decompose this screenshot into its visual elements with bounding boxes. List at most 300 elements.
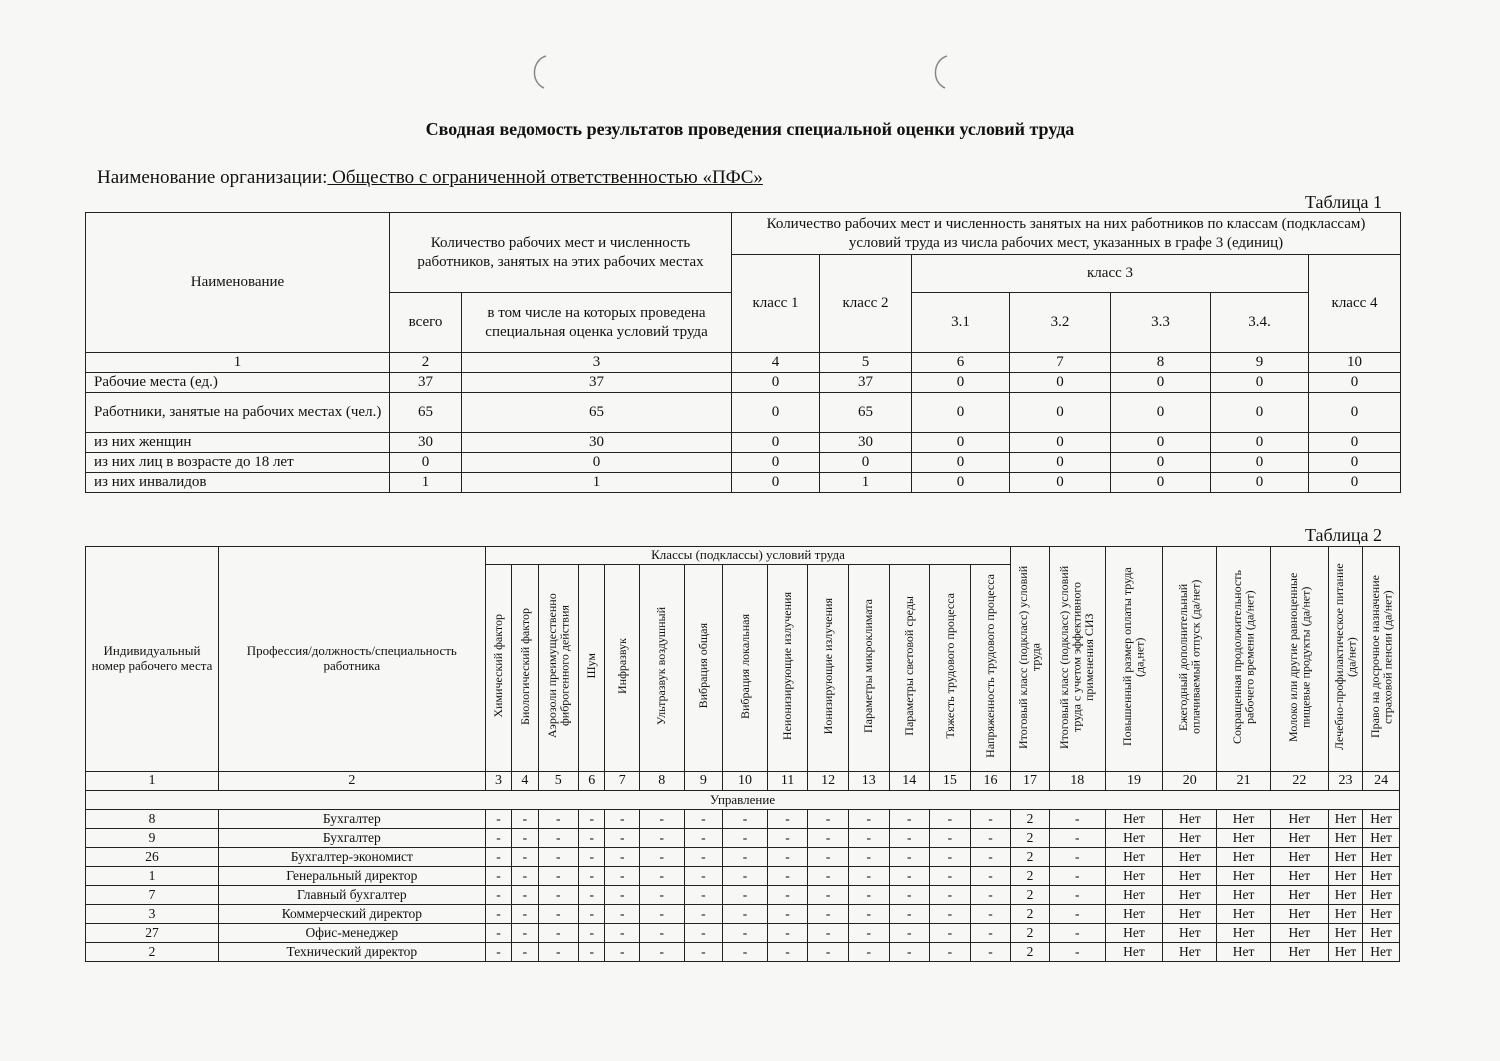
t2-factor-cell: -: [579, 886, 605, 905]
t2-row: [86, 848, 1400, 867]
t1-cell: 0: [1111, 452, 1211, 472]
t1-cell: 1: [820, 472, 912, 492]
t1-row: [86, 452, 1401, 472]
t2-workplace-id: 7: [86, 886, 219, 905]
t2-colnum: 13: [848, 772, 889, 791]
t2-guarantee-cell: Нет: [1217, 829, 1271, 848]
t2-guarantee-cell: Нет: [1270, 905, 1328, 924]
t2-header-factor: Инфразвук: [605, 565, 639, 772]
t1-cell: 65: [820, 392, 912, 432]
t2-section-title: Управление: [86, 791, 1400, 810]
t1-cell: 0: [1010, 392, 1111, 432]
t1-header-name: Наименование: [86, 213, 390, 353]
t2-workplace-id: 8: [86, 810, 219, 829]
t2-workplace-id: 3: [86, 905, 219, 924]
t2-final-class-siz: -: [1049, 848, 1105, 867]
t2-factor-cell: -: [485, 848, 511, 867]
t2-factor-cell: -: [808, 943, 849, 962]
t2-factor-cell: -: [684, 810, 723, 829]
t2-factor-cell: -: [930, 867, 971, 886]
t2-factor-cell: -: [605, 867, 639, 886]
t2-factor-cell: -: [767, 886, 808, 905]
t2-column-numbers: [86, 772, 1400, 791]
t2-colnum: 12: [808, 772, 849, 791]
t2-guarantee-cell: Нет: [1217, 886, 1271, 905]
t2-header-factor: Химический фактор: [485, 565, 511, 772]
t2-header-factor: Тяжесть трудового процесса: [930, 565, 971, 772]
summary-table: [85, 212, 1401, 493]
t1-header-class4: класс 4: [1309, 255, 1401, 353]
t2-factor-cell: -: [485, 924, 511, 943]
t2-profession: Генеральный директор: [218, 867, 485, 886]
t2-guarantee-cell: Нет: [1328, 924, 1362, 943]
t2-factor-cell: -: [970, 886, 1011, 905]
t2-factor-cell: -: [970, 829, 1011, 848]
t2-body: [86, 810, 1400, 962]
t2-factor-cell: -: [485, 886, 511, 905]
t2-factor-cell: -: [930, 924, 971, 943]
t1-cell: 0: [1309, 432, 1401, 452]
t1-cell: 0: [732, 392, 820, 432]
t2-guarantee-cell: Нет: [1105, 810, 1163, 829]
t2-factor-cell: -: [767, 924, 808, 943]
t2-factor-cell: -: [889, 867, 930, 886]
t2-header-final-class: Итоговый класс (подкласс) условий труда: [1011, 547, 1050, 772]
t2-factor-cell: -: [605, 905, 639, 924]
t2-colnum: 19: [1105, 772, 1163, 791]
t2-factor-cell: -: [930, 943, 971, 962]
t2-factor-cell: -: [639, 829, 684, 848]
t2-factor-cell: -: [723, 829, 768, 848]
t2-factor-cell: -: [767, 848, 808, 867]
t2-factor-cell: -: [579, 924, 605, 943]
t2-factor-cell: -: [808, 905, 849, 924]
t2-factor-cell: -: [723, 943, 768, 962]
t2-header-short-time: Сокращенная продолжительность рабочего времени (да/нет): [1217, 547, 1271, 772]
t2-guarantee-cell: Нет: [1270, 943, 1328, 962]
t1-cell: 0: [912, 452, 1010, 472]
t2-profession: Бухгалтер: [218, 810, 485, 829]
t2-factor-cell: -: [579, 867, 605, 886]
t2-factor-cell: -: [808, 924, 849, 943]
t2-final-class: 2: [1011, 886, 1050, 905]
t2-header-milk: Молоко или другие равноценные пищевые продукты (да/нет): [1270, 547, 1328, 772]
t2-factor-cell: -: [538, 810, 579, 829]
t1-colnum: 2: [390, 353, 462, 373]
t1-colnum: 4: [732, 353, 820, 373]
t1-header-class1: класс 1: [732, 255, 820, 353]
t1-cell: 0: [732, 452, 820, 472]
t2-guarantee-cell: Нет: [1105, 867, 1163, 886]
t2-factor-cell: -: [605, 810, 639, 829]
t2-guarantee-cell: Нет: [1328, 829, 1362, 848]
t2-factor-cell: -: [723, 867, 768, 886]
t2-factor-cell: -: [848, 905, 889, 924]
t2-workplace-id: 1: [86, 867, 219, 886]
t1-header-3-1: 3.1: [912, 293, 1010, 353]
t2-factor-cell: -: [639, 905, 684, 924]
t2-profession: Бухгалтер-экономист: [218, 848, 485, 867]
t1-cell: 0: [732, 472, 820, 492]
t2-workplace-id: 9: [86, 829, 219, 848]
t1-header-3-4: 3.4.: [1211, 293, 1309, 353]
t2-guarantee-cell: Нет: [1270, 848, 1328, 867]
t2-guarantee-cell: Нет: [1328, 905, 1362, 924]
t2-factor-cell: -: [848, 848, 889, 867]
t2-colnum: 6: [579, 772, 605, 791]
t2-colnum: 18: [1049, 772, 1105, 791]
t2-factor-cell: -: [512, 905, 538, 924]
t2-factor-cell: -: [767, 829, 808, 848]
t2-factor-cell: -: [639, 924, 684, 943]
t2-factor-cell: -: [930, 848, 971, 867]
t1-cell: 37: [462, 372, 732, 392]
t2-factor-cell: -: [970, 943, 1011, 962]
t2-factor-cell: -: [723, 905, 768, 924]
t2-factor-cell: -: [808, 848, 849, 867]
t2-final-class-siz: -: [1049, 924, 1105, 943]
t2-factor-cell: -: [808, 867, 849, 886]
t2-guarantee-cell: Нет: [1328, 886, 1362, 905]
t2-factor-cell: -: [889, 905, 930, 924]
t2-guarantee-cell: Нет: [1363, 867, 1400, 886]
table2-label: Таблица 2: [1305, 525, 1382, 545]
t2-colnum: 22: [1270, 772, 1328, 791]
t2-header-id: Индивидуальный номер рабочего места: [86, 547, 219, 772]
t1-cell: 0: [1111, 372, 1211, 392]
workplaces-table: [85, 546, 1400, 962]
t2-colnum: 2: [218, 772, 485, 791]
t1-cell: 0: [820, 452, 912, 472]
t2-guarantee-cell: Нет: [1105, 829, 1163, 848]
t2-workplace-id: 27: [86, 924, 219, 943]
t1-cell: 0: [912, 432, 1010, 452]
t2-guarantee-cell: Нет: [1217, 924, 1271, 943]
t2-guarantee-cell: Нет: [1105, 886, 1163, 905]
t2-final-class: 2: [1011, 867, 1050, 886]
t2-factor-cell: -: [723, 810, 768, 829]
t2-guarantee-cell: Нет: [1363, 829, 1400, 848]
t2-guarantee-cell: Нет: [1163, 924, 1217, 943]
t2-factor-cell: -: [512, 924, 538, 943]
t2-factor-cell: -: [684, 886, 723, 905]
t2-header-factor: Шум: [579, 565, 605, 772]
t2-factor-cell: -: [808, 829, 849, 848]
t1-colnum: 6: [912, 353, 1010, 373]
t2-factor-cell: -: [848, 943, 889, 962]
t2-colnum: 8: [639, 772, 684, 791]
t1-cell: 1: [390, 472, 462, 492]
t2-colnum: 11: [767, 772, 808, 791]
t2-factor-cell: -: [848, 829, 889, 848]
t2-guarantee-cell: Нет: [1217, 867, 1271, 886]
t2-guarantee-cell: Нет: [1105, 924, 1163, 943]
t2-profession: Коммерческий директор: [218, 905, 485, 924]
t2-factor-cell: -: [684, 943, 723, 962]
t1-cell: 0: [1111, 472, 1211, 492]
t1-cell: 0: [462, 452, 732, 472]
t2-factor-cell: -: [512, 943, 538, 962]
t2-factor-cell: -: [767, 943, 808, 962]
t1-cell: 0: [912, 372, 1010, 392]
t2-factor-cell: -: [808, 886, 849, 905]
t1-header-class2: класс 2: [820, 255, 912, 353]
t2-factor-cell: -: [767, 810, 808, 829]
t2-factor-cell: -: [848, 886, 889, 905]
t1-colnum: 1: [86, 353, 390, 373]
t2-final-class: 2: [1011, 829, 1050, 848]
t2-header-factor: Аэрозоли преимущественно фиброгенного действия: [538, 565, 579, 772]
t1-colnum: 9: [1211, 353, 1309, 373]
t1-header-classes-group: Количество рабочих мест и численность занятых на них работников по классам (подклассам) условий труда из числа рабочих мест, указанных в графе 3 (единиц): [732, 213, 1401, 255]
t2-factor-cell: -: [605, 886, 639, 905]
t2-factor-cell: -: [767, 867, 808, 886]
t2-header-profession: Профессия/должность/специальность работника: [218, 547, 485, 772]
t2-colnum: 10: [723, 772, 768, 791]
t2-factor-cell: -: [639, 867, 684, 886]
t2-colnum: 9: [684, 772, 723, 791]
t2-final-class-siz: -: [1049, 810, 1105, 829]
t2-factor-cell: -: [579, 943, 605, 962]
t2-guarantee-cell: Нет: [1163, 867, 1217, 886]
t1-column-numbers: [86, 353, 1401, 373]
t2-colnum: 24: [1363, 772, 1400, 791]
t2-header-leave: Ежегодный дополнительный оплачиваемый отпуск (да/нет): [1163, 547, 1217, 772]
t2-guarantee-cell: Нет: [1270, 867, 1328, 886]
t1-cell: 0: [912, 472, 1010, 492]
t2-factor-cell: -: [930, 829, 971, 848]
t2-colnum: 4: [512, 772, 538, 791]
t2-guarantee-cell: Нет: [1328, 810, 1362, 829]
t2-guarantee-cell: Нет: [1163, 848, 1217, 867]
t2-guarantee-cell: Нет: [1163, 886, 1217, 905]
t2-factor-cell: -: [485, 829, 511, 848]
t2-guarantee-cell: Нет: [1270, 829, 1328, 848]
t2-guarantee-cell: Нет: [1363, 943, 1400, 962]
t2-guarantee-cell: Нет: [1163, 943, 1217, 962]
t2-guarantee-cell: Нет: [1163, 810, 1217, 829]
t2-factor-cell: -: [485, 810, 511, 829]
t2-factor-cell: -: [538, 848, 579, 867]
t2-guarantee-cell: Нет: [1363, 886, 1400, 905]
t1-colnum: 7: [1010, 353, 1111, 373]
t2-factor-cell: -: [605, 848, 639, 867]
t1-header-assessed: в том числе на которых проведена специальная оценка условий труда: [462, 293, 732, 353]
t1-cell: 0: [390, 452, 462, 472]
t1-cell: 0: [732, 372, 820, 392]
t2-colnum: 21: [1217, 772, 1271, 791]
t2-guarantee-cell: Нет: [1105, 905, 1163, 924]
t1-row-name: из них инвалидов: [86, 472, 390, 492]
t2-row: [86, 924, 1400, 943]
t2-factor-cell: -: [889, 848, 930, 867]
t1-cell: 0: [1211, 432, 1309, 452]
t2-guarantee-cell: Нет: [1217, 810, 1271, 829]
t2-factor-cell: -: [684, 924, 723, 943]
t2-header-pay: Повышенный размер оплаты труда (да,нет): [1105, 547, 1163, 772]
t2-factor-cell: -: [538, 924, 579, 943]
t2-factor-cell: -: [538, 867, 579, 886]
t2-guarantee-cell: Нет: [1270, 886, 1328, 905]
t2-factor-cell: -: [970, 810, 1011, 829]
t2-factor-cell: -: [848, 867, 889, 886]
t1-cell: 0: [1309, 372, 1401, 392]
t2-guarantee-cell: Нет: [1363, 924, 1400, 943]
punch-hole-mark: [526, 52, 552, 92]
t2-profession: Бухгалтер: [218, 829, 485, 848]
t1-cell: 0: [1111, 392, 1211, 432]
t2-header-factor: Ультразвук воздушный: [639, 565, 684, 772]
organization-label: Наименование организации:: [97, 167, 328, 188]
t2-factor-cell: -: [848, 924, 889, 943]
t2-factor-cell: -: [512, 867, 538, 886]
t2-guarantee-cell: Нет: [1363, 810, 1400, 829]
t1-cell: 0: [1309, 472, 1401, 492]
t2-factor-cell: -: [639, 886, 684, 905]
t2-factor-cell: -: [512, 886, 538, 905]
t2-final-class: 2: [1011, 924, 1050, 943]
t2-guarantee-cell: Нет: [1270, 924, 1328, 943]
t2-factor-cell: -: [639, 943, 684, 962]
t2-header-classes-group: Классы (подклассы) условий труда: [485, 547, 1011, 565]
t2-colnum: 20: [1163, 772, 1217, 791]
t1-cell: 0: [1010, 432, 1111, 452]
t1-cell: 0: [1111, 432, 1211, 452]
t2-colnum: 7: [605, 772, 639, 791]
t1-colnum: 3: [462, 353, 732, 373]
t2-header-factor: Биологический фактор: [512, 565, 538, 772]
t2-factor-cell: -: [579, 848, 605, 867]
t2-header-factor: Напряженность трудового процесса: [970, 565, 1011, 772]
t1-row: [86, 372, 1401, 392]
t2-factor-cell: -: [605, 943, 639, 962]
t2-guarantee-cell: Нет: [1328, 848, 1362, 867]
organization-name: Общество с ограниченной ответственностью «ПФС»: [327, 167, 763, 188]
t1-cell: 37: [390, 372, 462, 392]
t2-profession: Офис-менеджер: [218, 924, 485, 943]
t2-guarantee-cell: Нет: [1217, 905, 1271, 924]
t2-factor-cell: -: [538, 943, 579, 962]
t2-profession: Главный бухгалтер: [218, 886, 485, 905]
t2-colnum: 1: [86, 772, 219, 791]
t2-final-class-siz: -: [1049, 867, 1105, 886]
t1-cell: 0: [1309, 452, 1401, 472]
t1-row: [86, 472, 1401, 492]
t2-factor-cell: -: [970, 848, 1011, 867]
t1-colnum: 5: [820, 353, 912, 373]
t1-header-count-group: Количество рабочих мест и численность работников, занятых на этих рабочих местах: [390, 213, 732, 293]
t2-guarantee-cell: Нет: [1105, 848, 1163, 867]
t1-row-name: из них лиц в возрасте до 18 лет: [86, 452, 390, 472]
t2-factor-cell: -: [605, 829, 639, 848]
t1-cell: 30: [390, 432, 462, 452]
t2-factor-cell: -: [889, 924, 930, 943]
t2-colnum: 3: [485, 772, 511, 791]
t1-cell: 0: [1211, 472, 1309, 492]
t2-final-class: 2: [1011, 848, 1050, 867]
t2-factor-cell: -: [639, 810, 684, 829]
t1-cell: 0: [1211, 372, 1309, 392]
t1-row-name: Рабочие места (ед.): [86, 372, 390, 392]
t2-final-class-siz: -: [1049, 886, 1105, 905]
t1-row-name: Работники, занятые на рабочих местах (чел.): [86, 392, 390, 432]
t2-factor-cell: -: [485, 905, 511, 924]
t2-colnum: 17: [1011, 772, 1050, 791]
t1-cell: 0: [912, 392, 1010, 432]
t2-factor-cell: -: [485, 867, 511, 886]
t2-factor-cell: -: [684, 905, 723, 924]
t2-factor-cell: -: [889, 943, 930, 962]
t2-row: [86, 867, 1400, 886]
t2-final-class-siz: -: [1049, 829, 1105, 848]
t2-factor-cell: -: [723, 924, 768, 943]
t1-cell: 30: [820, 432, 912, 452]
organization-line: [97, 167, 763, 189]
t2-guarantee-cell: Нет: [1105, 943, 1163, 962]
t1-cell: 1: [462, 472, 732, 492]
t1-cell: 0: [732, 432, 820, 452]
t2-colnum: 14: [889, 772, 930, 791]
t2-factor-cell: -: [970, 867, 1011, 886]
t2-guarantee-cell: Нет: [1217, 848, 1271, 867]
t2-factor-cell: -: [930, 905, 971, 924]
t2-factor-cell: -: [684, 829, 723, 848]
t2-factor-cell: -: [930, 886, 971, 905]
t2-colnum: 15: [930, 772, 971, 791]
t2-row: [86, 810, 1400, 829]
t2-row: [86, 905, 1400, 924]
t1-colnum: 8: [1111, 353, 1211, 373]
t2-factor-cell: -: [889, 829, 930, 848]
t2-header-final-class-siz: Итоговый класс (подкласс) условий труда с учетом эффективного применения СИЗ: [1049, 547, 1105, 772]
t2-final-class-siz: -: [1049, 905, 1105, 924]
t2-guarantee-cell: Нет: [1270, 810, 1328, 829]
t2-factor-cell: -: [684, 848, 723, 867]
t2-factor-cell: -: [889, 886, 930, 905]
t2-factor-cell: -: [579, 829, 605, 848]
t1-header-class3: класс 3: [912, 255, 1309, 293]
t2-guarantee-cell: Нет: [1363, 905, 1400, 924]
table1-label: Таблица 1: [1305, 192, 1382, 212]
t2-workplace-id: 26: [86, 848, 219, 867]
t2-factor-cell: -: [889, 810, 930, 829]
t2-factor-cell: -: [970, 924, 1011, 943]
t2-guarantee-cell: Нет: [1328, 867, 1362, 886]
t1-row: [86, 432, 1401, 452]
t2-header-factor: Вибрация локальная: [723, 565, 768, 772]
t2-guarantee-cell: Нет: [1217, 943, 1271, 962]
t2-factor-cell: -: [538, 905, 579, 924]
t1-colnum: 10: [1309, 353, 1401, 373]
t2-colnum: 16: [970, 772, 1011, 791]
t2-factor-cell: -: [723, 848, 768, 867]
t2-factor-cell: -: [767, 905, 808, 924]
t1-row-name: из них женщин: [86, 432, 390, 452]
t2-guarantee-cell: Нет: [1163, 905, 1217, 924]
t2-final-class-siz: -: [1049, 943, 1105, 962]
t2-header-factor: Параметры световой среды: [889, 565, 930, 772]
t2-header-factor: Ионизирующие излучения: [808, 565, 849, 772]
t2-factor-cell: -: [639, 848, 684, 867]
t2-factor-cell: -: [538, 829, 579, 848]
t1-cell: 0: [1309, 392, 1401, 432]
t2-factor-cell: -: [848, 810, 889, 829]
t1-cell: 0: [1211, 392, 1309, 432]
t2-row: [86, 886, 1400, 905]
t1-cell: 37: [820, 372, 912, 392]
t2-final-class: 2: [1011, 943, 1050, 962]
t2-row: [86, 829, 1400, 848]
